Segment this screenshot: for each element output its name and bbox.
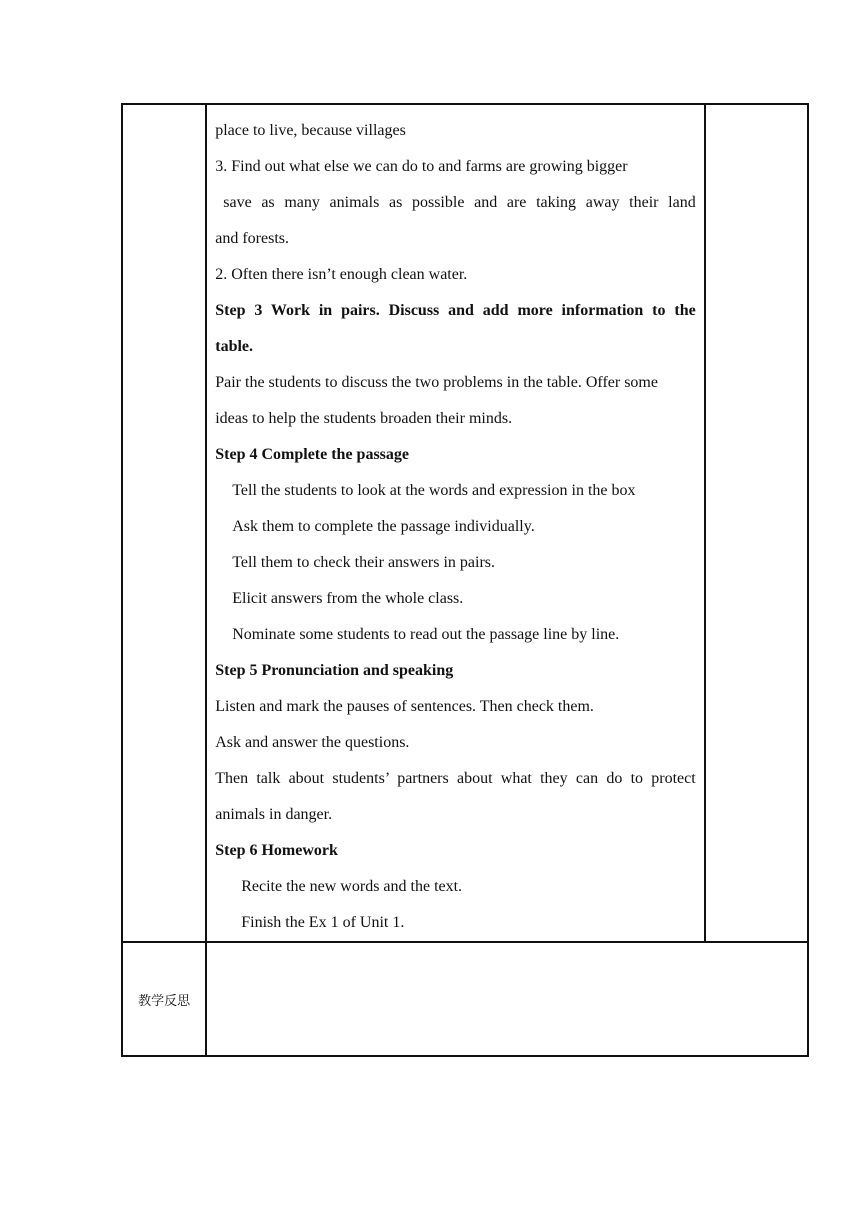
reflection-row: [122, 942, 808, 1056]
step-heading: table.: [215, 338, 254, 355]
text-line: Ask and answer the questions.: [215, 734, 410, 751]
text-line: Tell the students to look at the words and expression in the box: [232, 482, 636, 499]
text-line: Ask them to complete the passage individually.: [232, 518, 535, 535]
step-heading: Step 3 Work in pairs. Discuss and add more information to the: [215, 302, 696, 319]
text-line: save as many animals as possible and are taking away their land: [223, 194, 696, 211]
text-line: animals in danger.: [215, 806, 333, 823]
text-line: Nominate some students to read out the passage line by line.: [232, 626, 620, 643]
text-line: 2. Often there isn’t enough clean water.: [215, 266, 468, 283]
text-line: Listen and mark the pauses of sentences. Then check them.: [215, 698, 594, 715]
text-line: Elicit answers from the whole class.: [232, 590, 464, 607]
reflection-label: 教学反思: [122, 942, 206, 1056]
text-line: Then talk about students’ partners about what they can do to protect: [215, 770, 696, 787]
lesson-plan-table: [121, 103, 809, 1057]
step-heading: Step 5 Pronunciation and speaking: [215, 662, 454, 679]
procedure-label-cell: [122, 104, 206, 942]
procedure-notes-cell: [705, 104, 808, 942]
procedure-content-cell: [206, 104, 704, 942]
text-line: ideas to help the students broaden their minds.: [215, 410, 513, 427]
text-line: 3. Find out what else we can do to and farms are growing bigger: [215, 158, 628, 175]
text-line: and forests.: [215, 230, 289, 247]
step-heading: Step 6 Homework: [215, 842, 338, 859]
text-line: place to live, because villages: [215, 122, 406, 139]
step-heading: Step 4 Complete the passage: [215, 446, 409, 463]
reflection-content-cell: [206, 942, 808, 1056]
text-line: Pair the students to discuss the two problems in the table. Offer some: [215, 374, 658, 391]
text-line: Finish the Ex 1 of Unit 1.: [241, 914, 405, 931]
text-line: Recite the new words and the text.: [241, 878, 463, 895]
text-line: Tell them to check their answers in pairs.: [232, 554, 496, 571]
procedure-row: [122, 104, 808, 942]
